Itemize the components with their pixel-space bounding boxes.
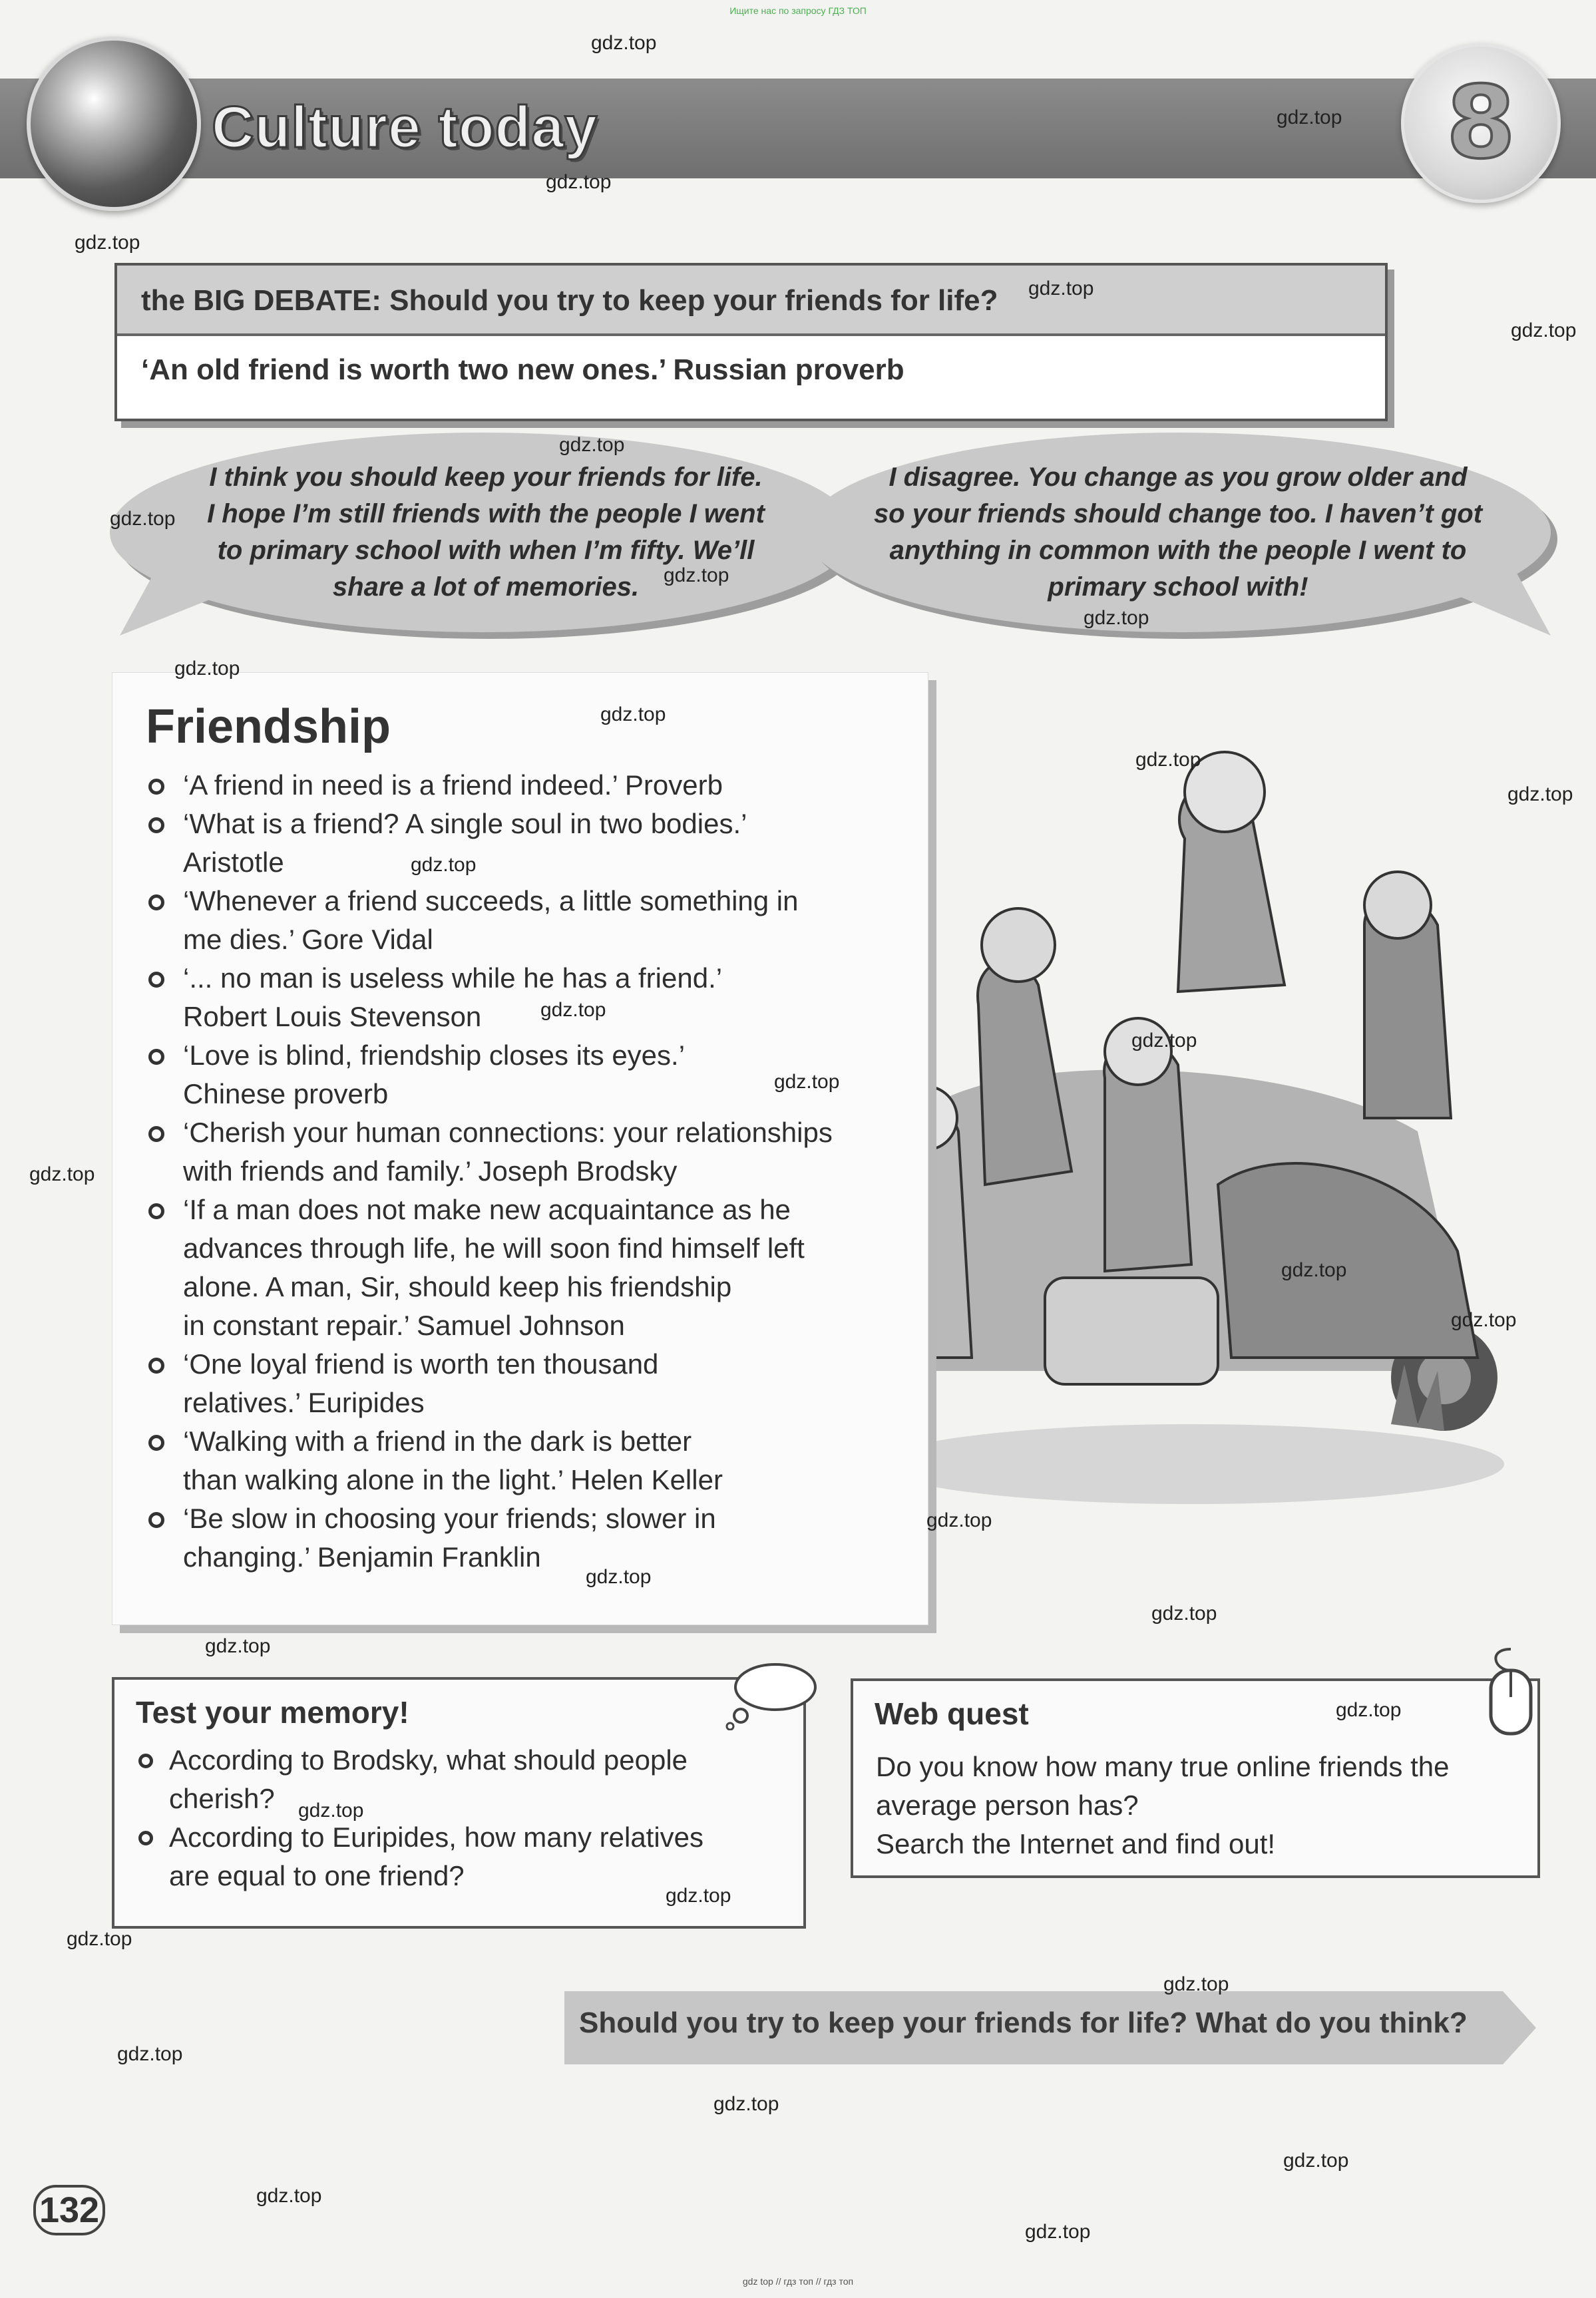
watermark: gdz.top xyxy=(1025,2221,1091,2243)
bubble-line: I think you should keep your friends for life. xyxy=(209,463,763,492)
quote-line: ‘What is a friend? A single soul in two bodies.’ xyxy=(183,808,747,839)
web-quest-line: Do you know how many true online friends the xyxy=(876,1751,1450,1782)
quote-line: Robert Louis Stevenson xyxy=(183,1001,482,1032)
quote-item xyxy=(146,1345,918,1422)
quote-list xyxy=(146,766,918,1577)
watermark: gdz.top xyxy=(586,1566,652,1588)
bubble-line: I hope I’m still friends with the people I went xyxy=(207,499,765,528)
memory-question xyxy=(136,1818,788,1895)
quote-line: ‘Walking with a friend in the dark is better xyxy=(183,1426,692,1457)
quote-line: me dies.’ Gore Vidal xyxy=(183,924,433,955)
watermark: gdz.top xyxy=(75,232,140,254)
watermark: gdz.top xyxy=(774,1071,840,1093)
watermark: gdz.top xyxy=(664,564,729,586)
quote-line: ‘A friend in need is a friend indeed.’ Proverb xyxy=(183,769,723,801)
watermark: gdz.top xyxy=(67,1928,132,1950)
quote-line: ‘Be slow in choosing your friends; slower in xyxy=(183,1503,716,1534)
watermark: gdz.top xyxy=(1084,607,1149,629)
quote-item xyxy=(146,1499,918,1577)
page-title: Culture today xyxy=(212,94,598,160)
web-quest-line: average person has? xyxy=(876,1790,1139,1821)
quote-line: changing.’ Benjamin Franklin xyxy=(183,1541,541,1573)
watermark: gdz.top xyxy=(1135,749,1201,771)
watermark: gdz.top xyxy=(713,2093,779,2115)
quote-item xyxy=(146,1422,918,1499)
watermark: gdz.top xyxy=(926,1509,992,1531)
thought-cloud-icon xyxy=(722,1657,822,1730)
web-quest-box xyxy=(851,1678,1540,1878)
watermark: gdz.top xyxy=(1277,106,1342,128)
quote-line: ‘Cherish your human connections: your relationships xyxy=(183,1117,833,1148)
top-note: Ищите нас по запросу ГДЗ ТОП xyxy=(729,5,867,16)
quote-line: ‘If a man does not make new acquaintance as he xyxy=(183,1194,791,1225)
debate-proverb: ‘An old friend is worth two new ones.’ Russian proverb xyxy=(141,353,904,386)
page-number: 132 xyxy=(33,2185,105,2235)
quote-line: with friends and family.’ Joseph Brodsky xyxy=(183,1155,678,1187)
watermark: gdz.top xyxy=(1451,1309,1517,1331)
quote-item xyxy=(146,805,918,882)
watermark: gdz.top xyxy=(1336,1699,1402,1721)
quote-item xyxy=(146,959,918,1036)
watermark: gdz.top xyxy=(298,1800,364,1821)
speech-bubble-left xyxy=(130,459,842,606)
discussion-question: Should you try to keep your friends for life? What do you think? xyxy=(579,2007,1468,2039)
watermark: gdz.top xyxy=(1151,1603,1217,1625)
bubble-line: share a lot of memories. xyxy=(332,572,640,602)
debate-question-bar xyxy=(117,266,1385,336)
watermark: gdz.top xyxy=(205,1635,271,1657)
quote-line: ‘... no man is useless while he has a friend.’ xyxy=(183,962,723,994)
watermark: gdz.top xyxy=(110,508,176,530)
watermark: gdz.top xyxy=(1163,1973,1229,1995)
bottom-note: gdz top // гдз топ // гдз топ xyxy=(742,2276,854,2287)
question-line: are equal to one friend? xyxy=(169,1860,465,1891)
quote-item xyxy=(146,882,918,959)
watermark: gdz.top xyxy=(666,1885,731,1907)
bubble-line: so your friends should change too. I haven’t got xyxy=(873,499,1483,528)
web-quest-title: Web quest xyxy=(875,1696,1029,1731)
quote-line: ‘One loyal friend is worth ten thousand xyxy=(183,1348,659,1380)
quote-item xyxy=(146,1113,918,1191)
quote-line: Chinese proverb xyxy=(183,1078,389,1109)
question-line: According to Euripides, how many relatives xyxy=(169,1821,704,1853)
unit-number: 8 xyxy=(1446,65,1516,181)
speech-bubble-right xyxy=(815,459,1541,606)
memory-question-list xyxy=(136,1741,788,1895)
watermark: gdz.top xyxy=(411,854,477,876)
quote-line: ‘Love is blind, friendship closes its eyes.’ xyxy=(183,1040,686,1071)
watermark: gdz.top xyxy=(1131,1030,1197,1052)
bubble-line: primary school with! xyxy=(1048,572,1308,602)
bubble-line: I disagree. You change as you grow older and xyxy=(889,463,1468,492)
watermark: gdz.top xyxy=(1283,2150,1349,2172)
quote-line: relatives.’ Euripides xyxy=(183,1387,425,1418)
debate-box xyxy=(114,263,1388,421)
quote-line: ‘Whenever a friend succeeds, a little something in xyxy=(183,885,799,916)
watermark: gdz.top xyxy=(1511,319,1577,341)
watermark: gdz.top xyxy=(1281,1259,1347,1281)
watermark: gdz.top xyxy=(29,1163,95,1185)
bubble-line: anything in common with the people I went to xyxy=(889,536,1467,565)
quote-line: alone. A man, Sir, should keep his friendship xyxy=(183,1271,732,1302)
quote-item xyxy=(146,1191,918,1345)
question-line: According to Brodsky, what should people xyxy=(169,1744,688,1776)
bubble-line: to primary school with when I’m fifty. We’ll xyxy=(217,536,755,565)
watermark: gdz.top xyxy=(1028,278,1094,299)
quote-line: advances through life, he will soon find himself left xyxy=(183,1233,805,1264)
debate-question: the BIG DEBATE: Should you try to keep your friends for life? xyxy=(141,284,998,317)
watermark: gdz.top xyxy=(600,703,666,725)
watermark: gdz.top xyxy=(546,171,612,193)
watermark: gdz.top xyxy=(1507,783,1573,805)
friendship-box xyxy=(112,672,928,1625)
watermark: gdz.top xyxy=(559,434,625,456)
watermark: gdz.top xyxy=(591,32,657,54)
web-quest-line: Search the Internet and find out! xyxy=(876,1828,1276,1859)
quote-line: than walking alone in the light.’ Helen Keller xyxy=(183,1464,723,1495)
web-quest-text xyxy=(876,1748,1515,1863)
watermark: gdz.top xyxy=(117,2043,183,2065)
quote-item xyxy=(146,766,918,805)
quote-line: in constant repair.’ Samuel Johnson xyxy=(183,1310,625,1341)
watermark: gdz.top xyxy=(256,2185,322,2207)
computer-mouse-icon xyxy=(1474,1644,1547,1744)
globe-icon xyxy=(27,37,201,211)
watermark: gdz.top xyxy=(174,658,240,679)
question-line: cherish? xyxy=(169,1783,275,1814)
test-memory-title: Test your memory! xyxy=(136,1695,409,1730)
memory-question xyxy=(136,1741,788,1818)
quote-line: Aristotle xyxy=(183,847,284,878)
watermark: gdz.top xyxy=(540,999,606,1021)
friendship-title: Friendship xyxy=(146,700,391,753)
unit-badge xyxy=(1401,43,1561,203)
